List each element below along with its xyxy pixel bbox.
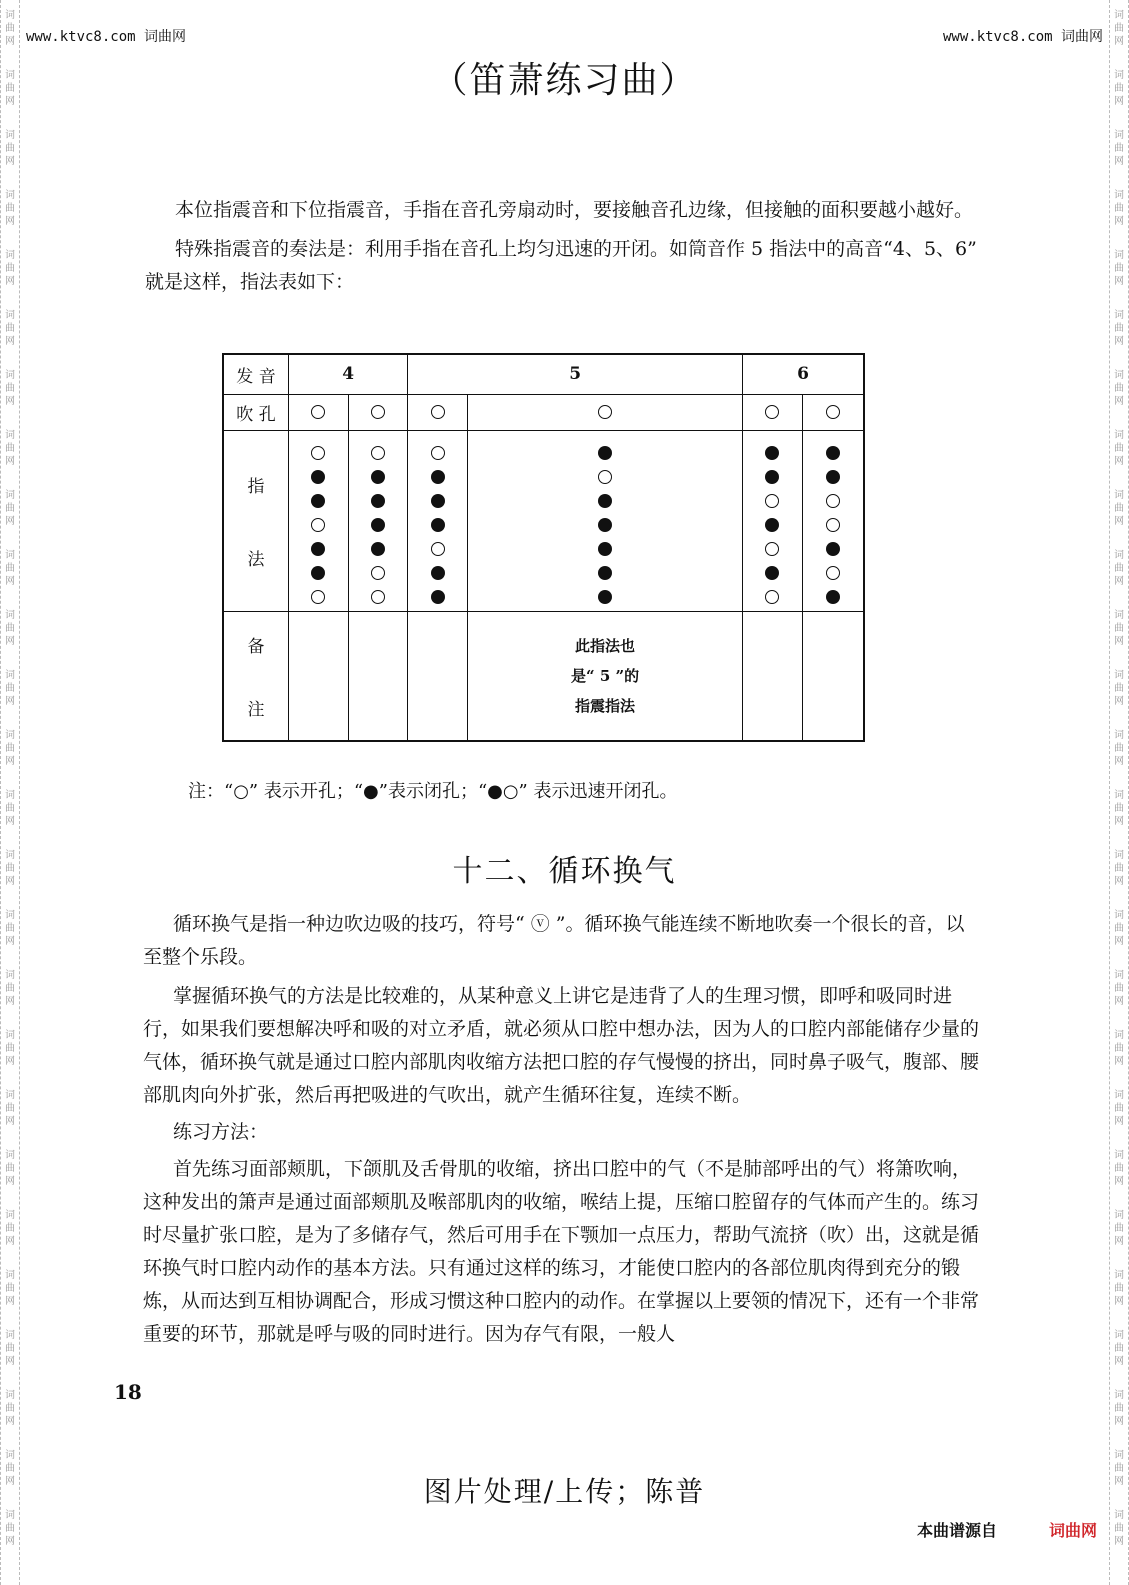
side-watermark-glyph: 词 <box>5 130 15 141</box>
closed-hole-icon <box>311 494 325 508</box>
side-watermark-glyph: 词 <box>1114 550 1124 561</box>
open-hole-icon <box>431 405 445 419</box>
side-watermark-glyph: 词 <box>5 1210 15 1221</box>
side-watermark-glyph: 曲 <box>1114 1523 1124 1534</box>
side-watermark-glyph: 网 <box>5 816 15 827</box>
side-watermark-glyph: 词 <box>5 790 15 801</box>
side-watermark-glyph: 曲 <box>5 263 15 274</box>
fingering-table <box>222 353 865 742</box>
open-hole-icon <box>311 590 325 604</box>
open-hole-icon <box>371 405 385 419</box>
side-watermark-glyph: 词 <box>5 190 15 201</box>
side-watermark-glyph: 曲 <box>1114 443 1124 454</box>
side-watermark-glyph: 曲 <box>1114 1223 1124 1234</box>
side-watermark-glyph: 曲 <box>1114 1403 1124 1414</box>
side-watermark-glyph: 曲 <box>5 803 15 814</box>
page-number: 18 <box>114 1380 142 1404</box>
side-watermark-glyph: 词 <box>1114 490 1124 501</box>
side-watermark-glyph: 词 <box>1114 1210 1124 1221</box>
side-watermark-glyph: 网 <box>1114 36 1124 47</box>
side-watermark-glyph: 词 <box>5 10 15 21</box>
side-watermark-glyph: 曲 <box>1114 923 1124 934</box>
side-watermark-glyph: 词 <box>1114 1150 1124 1161</box>
closed-hole-icon <box>431 494 445 508</box>
closed-hole-icon <box>431 566 445 580</box>
legend-note: 注：“○” 表示开孔；“●”表示闭孔；“●○” 表示迅速开闭孔。 <box>188 781 678 802</box>
side-watermark-glyph: 曲 <box>1114 563 1124 574</box>
side-watermark-glyph: 网 <box>1114 576 1124 587</box>
side-watermark-glyph: 网 <box>5 96 15 107</box>
trill-hole-icon <box>598 446 612 460</box>
side-watermark-glyph: 曲 <box>5 683 15 694</box>
side-watermark-glyph: 网 <box>5 1056 15 1067</box>
left-watermark-strip <box>0 0 20 1585</box>
side-watermark-glyph: 词 <box>1114 730 1124 741</box>
blow-hole-cell-4 <box>468 394 743 430</box>
closed-hole-icon <box>371 494 385 508</box>
fingering-cell-4 <box>468 430 743 611</box>
pitch-high-4: 4 <box>289 354 408 394</box>
side-watermark-glyph: 曲 <box>1114 983 1124 994</box>
side-watermark-glyph: 网 <box>5 156 15 167</box>
side-watermark-glyph: 词 <box>1114 1450 1124 1461</box>
side-watermark-glyph: 网 <box>1114 516 1124 527</box>
blow-hole-cell-2 <box>348 394 408 430</box>
closed-hole-icon <box>598 542 612 556</box>
open-hole-icon <box>765 590 779 604</box>
remark-cell-1 <box>289 611 349 741</box>
fingering-cell-2 <box>348 430 408 611</box>
closed-hole-icon <box>598 590 612 604</box>
body-paragraph-4: 首先练习面部颊肌，下颌肌及舌骨肌的收缩，挤出口腔中的气（不是肺部呼出的气）将箫吹响，这种发出的箫声是通过面部颊肌及喉部肌肉的收缩，喉结上提，压缩口腔留存的气体而产生的。练习时尽量扩张口腔，是为了多储存气，然后可用手在下颚加一点压力，帮助气流挤（吹）出，这就是循环换气时口腔内动作的基本方法。只有通过这样的练习，才能使口腔内的各部位肌肉得到充分的锻炼，从而达到互相协调配合，形成习惯这种口腔内的动作。在掌握以上要领的情况下，还有一个非常重要的环节，那就是呼与吸的同时进行。因为存气有限，一般人 <box>143 1158 980 1345</box>
side-watermark-glyph: 词 <box>5 310 15 321</box>
side-watermark-glyph: 曲 <box>1114 23 1124 34</box>
side-watermark-glyph: 网 <box>1114 696 1124 707</box>
fingering-cell-6 <box>802 430 864 611</box>
side-watermark-glyph: 网 <box>1114 876 1124 887</box>
row-label-fingering-b: 法 <box>247 549 265 570</box>
side-watermark-glyph: 曲 <box>1114 743 1124 754</box>
side-watermark-glyph: 曲 <box>5 1283 15 1294</box>
side-watermark-glyph: 词 <box>5 1270 15 1281</box>
source-brand-link[interactable]: 词曲网 <box>1048 1521 1097 1540</box>
side-watermark-glyph: 网 <box>1114 1176 1124 1187</box>
side-watermark-glyph: 曲 <box>1114 1463 1124 1474</box>
open-hole-icon <box>371 566 385 580</box>
open-hole-icon <box>765 405 779 419</box>
side-watermark-glyph: 曲 <box>1114 1043 1124 1054</box>
side-watermark-glyph: 曲 <box>5 1523 15 1534</box>
side-watermark-glyph: 词 <box>5 550 15 561</box>
remark-line-2: 是“ 5 ”的 <box>570 666 640 685</box>
side-watermark-glyph: 曲 <box>5 83 15 94</box>
side-watermark-glyph: 网 <box>1114 1056 1124 1067</box>
side-watermark-glyph: 曲 <box>1114 1343 1124 1354</box>
open-hole-icon <box>371 590 385 604</box>
row-label-fingering <box>223 430 289 611</box>
header-watermark-left[interactable]: www.ktvc8.com 词曲网 <box>26 29 187 45</box>
side-watermark-glyph: 词 <box>5 1090 15 1101</box>
side-watermark-glyph: 曲 <box>5 1223 15 1234</box>
side-watermark-glyph: 网 <box>1114 216 1124 227</box>
side-watermark-glyph: 网 <box>5 1176 15 1187</box>
closed-hole-icon <box>311 566 325 580</box>
trill-hole-icon <box>371 518 385 532</box>
open-hole-icon <box>826 494 840 508</box>
intro-text <box>145 194 995 299</box>
side-watermark-glyph: 网 <box>5 696 15 707</box>
side-watermark-glyph: 词 <box>1114 310 1124 321</box>
side-watermark-glyph: 曲 <box>1114 1103 1124 1114</box>
side-watermark-glyph: 曲 <box>5 1103 15 1114</box>
side-watermark-glyph: 词 <box>5 490 15 501</box>
side-watermark-glyph: 词 <box>1114 130 1124 141</box>
pitch-high-6: 6 <box>743 354 864 394</box>
trill-hole-icon <box>826 542 840 556</box>
side-watermark-glyph: 词 <box>1114 10 1124 21</box>
side-watermark-glyph: 曲 <box>1114 803 1124 814</box>
open-hole-icon <box>371 446 385 460</box>
side-watermark-glyph: 词 <box>1114 910 1124 921</box>
side-watermark-glyph: 曲 <box>5 23 15 34</box>
side-watermark-glyph: 曲 <box>5 443 15 454</box>
side-watermark-glyph: 网 <box>5 1116 15 1127</box>
side-watermark-glyph: 网 <box>1114 936 1124 947</box>
side-watermark-glyph: 曲 <box>1114 503 1124 514</box>
side-watermark-glyph: 网 <box>1114 456 1124 467</box>
row-label-pitch: 发 音 <box>223 354 289 394</box>
fingering-cell-3 <box>408 430 468 611</box>
remark-line-3: 指震指法 <box>575 696 636 715</box>
side-watermark-glyph: 词 <box>5 1510 15 1521</box>
side-watermark-glyph: 网 <box>5 516 15 527</box>
side-watermark-glyph: 词 <box>1114 430 1124 441</box>
section-title: 十二、循环换气 <box>452 854 677 889</box>
side-watermark-glyph: 曲 <box>1114 83 1124 94</box>
trill-hole-icon <box>765 518 779 532</box>
open-hole-icon <box>311 446 325 460</box>
side-watermark-glyph: 曲 <box>1114 1283 1124 1294</box>
side-watermark-glyph: 曲 <box>1114 623 1124 634</box>
side-watermark-glyph: 网 <box>5 636 15 647</box>
closed-hole-icon <box>598 518 612 532</box>
trill-hole-icon <box>431 518 445 532</box>
side-watermark-glyph: 词 <box>5 970 15 981</box>
side-watermark-glyph: 网 <box>5 576 15 587</box>
side-watermark-glyph: 曲 <box>5 743 15 754</box>
side-watermark-glyph: 词 <box>5 430 15 441</box>
side-watermark-glyph: 网 <box>5 1356 15 1367</box>
side-watermark-glyph: 词 <box>1114 1390 1124 1401</box>
closed-hole-icon <box>598 494 612 508</box>
blow-hole-cell-6 <box>802 394 864 430</box>
side-watermark-glyph: 网 <box>5 1536 15 1547</box>
side-watermark-glyph: 词 <box>1114 1270 1124 1281</box>
side-watermark-glyph: 词 <box>5 910 15 921</box>
closed-hole-icon <box>431 590 445 604</box>
side-watermark-glyph: 曲 <box>5 1343 15 1354</box>
side-watermark-glyph: 曲 <box>5 1403 15 1414</box>
side-watermark-glyph: 网 <box>5 876 15 887</box>
trill-hole-icon <box>765 542 779 556</box>
side-watermark-glyph: 词 <box>1114 790 1124 801</box>
intro-paragraph-2: 特殊指震音的奏法是：利用手指在音孔上均匀迅速的开闭。如筒音作 5 指法中的高音“4、5、6” 就是这样，指法表如下： <box>145 238 977 293</box>
side-watermark-glyph: 网 <box>5 756 15 767</box>
open-hole-icon <box>431 446 445 460</box>
side-watermark-glyph: 曲 <box>5 563 15 574</box>
side-watermark-glyph: 曲 <box>1114 383 1124 394</box>
side-watermark-glyph: 词 <box>1114 850 1124 861</box>
side-watermark-glyph: 网 <box>5 456 15 467</box>
side-watermark-glyph: 网 <box>5 396 15 407</box>
closed-hole-icon <box>765 446 779 460</box>
trill-hole-icon <box>826 566 840 580</box>
side-watermark-glyph: 曲 <box>1114 683 1124 694</box>
side-watermark-glyph: 网 <box>1114 756 1124 767</box>
remark-cell-5 <box>743 611 803 741</box>
side-watermark-glyph: 词 <box>1114 1030 1124 1041</box>
pitch-high-5: 5 <box>408 354 743 394</box>
side-watermark-glyph: 网 <box>5 1416 15 1427</box>
side-watermark-glyph: 曲 <box>5 323 15 334</box>
side-watermark-glyph: 曲 <box>5 383 15 394</box>
body-paragraph-3: 练习方法： <box>173 1121 269 1143</box>
row-label-remark-a: 备 <box>247 636 265 657</box>
closed-hole-icon <box>765 470 779 484</box>
side-watermark-glyph: 网 <box>5 336 15 347</box>
side-watermark-glyph: 曲 <box>1114 1163 1124 1174</box>
closed-hole-icon <box>598 566 612 580</box>
side-watermark-glyph: 网 <box>1114 1296 1124 1307</box>
side-watermark-glyph: 词 <box>5 1330 15 1341</box>
closed-hole-icon <box>765 566 779 580</box>
side-watermark-glyph: 曲 <box>1114 863 1124 874</box>
side-watermark-glyph: 网 <box>5 936 15 947</box>
trill-hole-icon <box>431 542 445 556</box>
side-watermark-glyph: 词 <box>5 1450 15 1461</box>
side-watermark-glyph: 网 <box>1114 1116 1124 1127</box>
trill-hole-icon <box>371 542 385 556</box>
open-hole-icon <box>826 405 840 419</box>
upload-credit: 图片处理/上传；陈普 <box>423 1475 706 1508</box>
side-watermark-glyph: 曲 <box>1114 203 1124 214</box>
side-watermark-glyph: 曲 <box>5 1043 15 1054</box>
closed-hole-icon <box>826 446 840 460</box>
side-watermark-glyph: 曲 <box>1114 263 1124 274</box>
remark-line-1: 此指法也 <box>575 636 636 655</box>
side-watermark-glyph: 网 <box>5 1236 15 1247</box>
open-hole-icon <box>826 518 840 532</box>
fingering-cell-5 <box>743 430 803 611</box>
body-text <box>143 908 983 1351</box>
side-watermark-glyph: 曲 <box>5 1463 15 1474</box>
side-watermark-glyph: 网 <box>1114 996 1124 1007</box>
side-watermark-glyph: 网 <box>1114 1236 1124 1247</box>
side-watermark-glyph: 词 <box>5 250 15 261</box>
side-watermark-glyph: 网 <box>5 36 15 47</box>
blow-hole-cell-5 <box>743 394 803 430</box>
body-paragraph-2: 掌握循环换气的方法是比较难的，从某种意义上讲它是违背了人的生理习惯，即呼和吸同时进行，如果我们要想解决呼和吸的对立矛盾，就必须从口腔中想办法，因为人的口腔内部能储存少量的气体，循环换气就是通过口腔内部肌肉收缩方法把口腔的存气慢慢的挤出，同时鼻子吸气，腹部、腰部肌肉向外扩张，然后再把吸进的气吹出，就产生循环往复，连续不断。 <box>143 985 980 1106</box>
side-watermark-glyph: 词 <box>1114 190 1124 201</box>
side-watermark-glyph: 词 <box>1114 250 1124 261</box>
side-watermark-glyph: 曲 <box>5 1163 15 1174</box>
side-watermark-glyph: 网 <box>5 216 15 227</box>
side-watermark-glyph: 网 <box>1114 636 1124 647</box>
side-watermark-glyph: 词 <box>1114 670 1124 681</box>
source-label: 本曲谱源自 <box>916 1521 997 1540</box>
side-watermark-glyph: 网 <box>1114 816 1124 827</box>
blow-hole-cell-1 <box>289 394 349 430</box>
side-watermark-glyph: 词 <box>5 610 15 621</box>
side-watermark-glyph: 曲 <box>5 203 15 214</box>
side-watermark-glyph: 网 <box>1114 276 1124 287</box>
side-watermark-glyph: 网 <box>1114 1416 1124 1427</box>
row-label-fingering-a: 指 <box>247 476 265 497</box>
trill-hole-icon <box>598 470 612 484</box>
row-label-remark-b: 注 <box>247 699 265 720</box>
remark-cell-2 <box>348 611 408 741</box>
closed-hole-icon <box>826 590 840 604</box>
side-watermark-glyph: 词 <box>1114 1090 1124 1101</box>
side-watermark-glyph: 网 <box>1114 396 1124 407</box>
blow-hole-cell-3 <box>408 394 468 430</box>
side-watermark-glyph: 曲 <box>5 923 15 934</box>
side-watermark-glyph: 词 <box>5 1390 15 1401</box>
side-watermark-glyph: 词 <box>5 1150 15 1161</box>
side-watermark-glyph: 词 <box>1114 370 1124 381</box>
closed-hole-icon <box>371 470 385 484</box>
side-watermark-glyph: 网 <box>1114 1356 1124 1367</box>
side-watermark-glyph: 网 <box>1114 156 1124 167</box>
side-watermark-glyph: 词 <box>5 850 15 861</box>
body-paragraph-1: 循环换气是指一种边吹边吸的技巧，符号“ ⓥ ”。循环换气能连续不断地吹奏一个很长的音，以至整个乐段。 <box>143 913 965 968</box>
side-watermark-glyph: 词 <box>1114 1330 1124 1341</box>
closed-hole-icon <box>826 470 840 484</box>
side-watermark-glyph: 网 <box>1114 1536 1124 1547</box>
closed-hole-icon <box>311 470 325 484</box>
side-watermark-glyph: 网 <box>5 276 15 287</box>
row-label-blow-hole: 吹 孔 <box>223 394 289 430</box>
side-watermark-glyph: 网 <box>1114 336 1124 347</box>
side-watermark-glyph: 曲 <box>5 143 15 154</box>
side-watermark-glyph: 词 <box>5 670 15 681</box>
side-watermark-glyph: 网 <box>1114 96 1124 107</box>
side-watermark-glyph: 曲 <box>5 503 15 514</box>
side-watermark-glyph: 曲 <box>5 623 15 634</box>
closed-hole-icon <box>431 470 445 484</box>
open-hole-icon <box>311 405 325 419</box>
row-label-remark <box>223 611 289 741</box>
trill-hole-icon <box>311 518 325 532</box>
side-watermark-glyph: 词 <box>1114 610 1124 621</box>
remark-cell-4 <box>468 611 743 741</box>
side-watermark-glyph: 网 <box>5 1476 15 1487</box>
side-watermark-glyph: 网 <box>5 1296 15 1307</box>
side-watermark-glyph: 词 <box>1114 1510 1124 1521</box>
side-watermark-glyph: 曲 <box>1114 323 1124 334</box>
intro-paragraph-1: 本位指震音和下位指震音，手指在音孔旁扇动时，要接触音孔边缘，但接触的面积要越小越好。 <box>175 199 974 221</box>
open-hole-icon <box>765 494 779 508</box>
fingering-cell-1 <box>289 430 349 611</box>
side-watermark-glyph: 词 <box>1114 970 1124 981</box>
side-watermark-glyph: 词 <box>1114 70 1124 81</box>
side-watermark-glyph: 网 <box>5 996 15 1007</box>
page-title: （笛萧练习曲） <box>431 60 698 101</box>
open-hole-icon <box>598 405 612 419</box>
side-watermark-glyph: 曲 <box>5 863 15 874</box>
side-watermark-glyph: 词 <box>5 1030 15 1041</box>
header-watermark-right[interactable]: www.ktvc8.com 词曲网 <box>942 29 1103 45</box>
remark-cell-6 <box>802 611 864 741</box>
side-watermark-glyph: 曲 <box>5 983 15 994</box>
side-watermark-glyph: 网 <box>1114 1476 1124 1487</box>
remark-cell-3 <box>408 611 468 741</box>
side-watermark-glyph: 词 <box>5 730 15 741</box>
trill-hole-icon <box>311 542 325 556</box>
right-watermark-strip <box>1109 0 1129 1585</box>
side-watermark-glyph: 曲 <box>1114 143 1124 154</box>
side-watermark-glyph: 词 <box>5 70 15 81</box>
side-watermark-glyph: 词 <box>5 370 15 381</box>
